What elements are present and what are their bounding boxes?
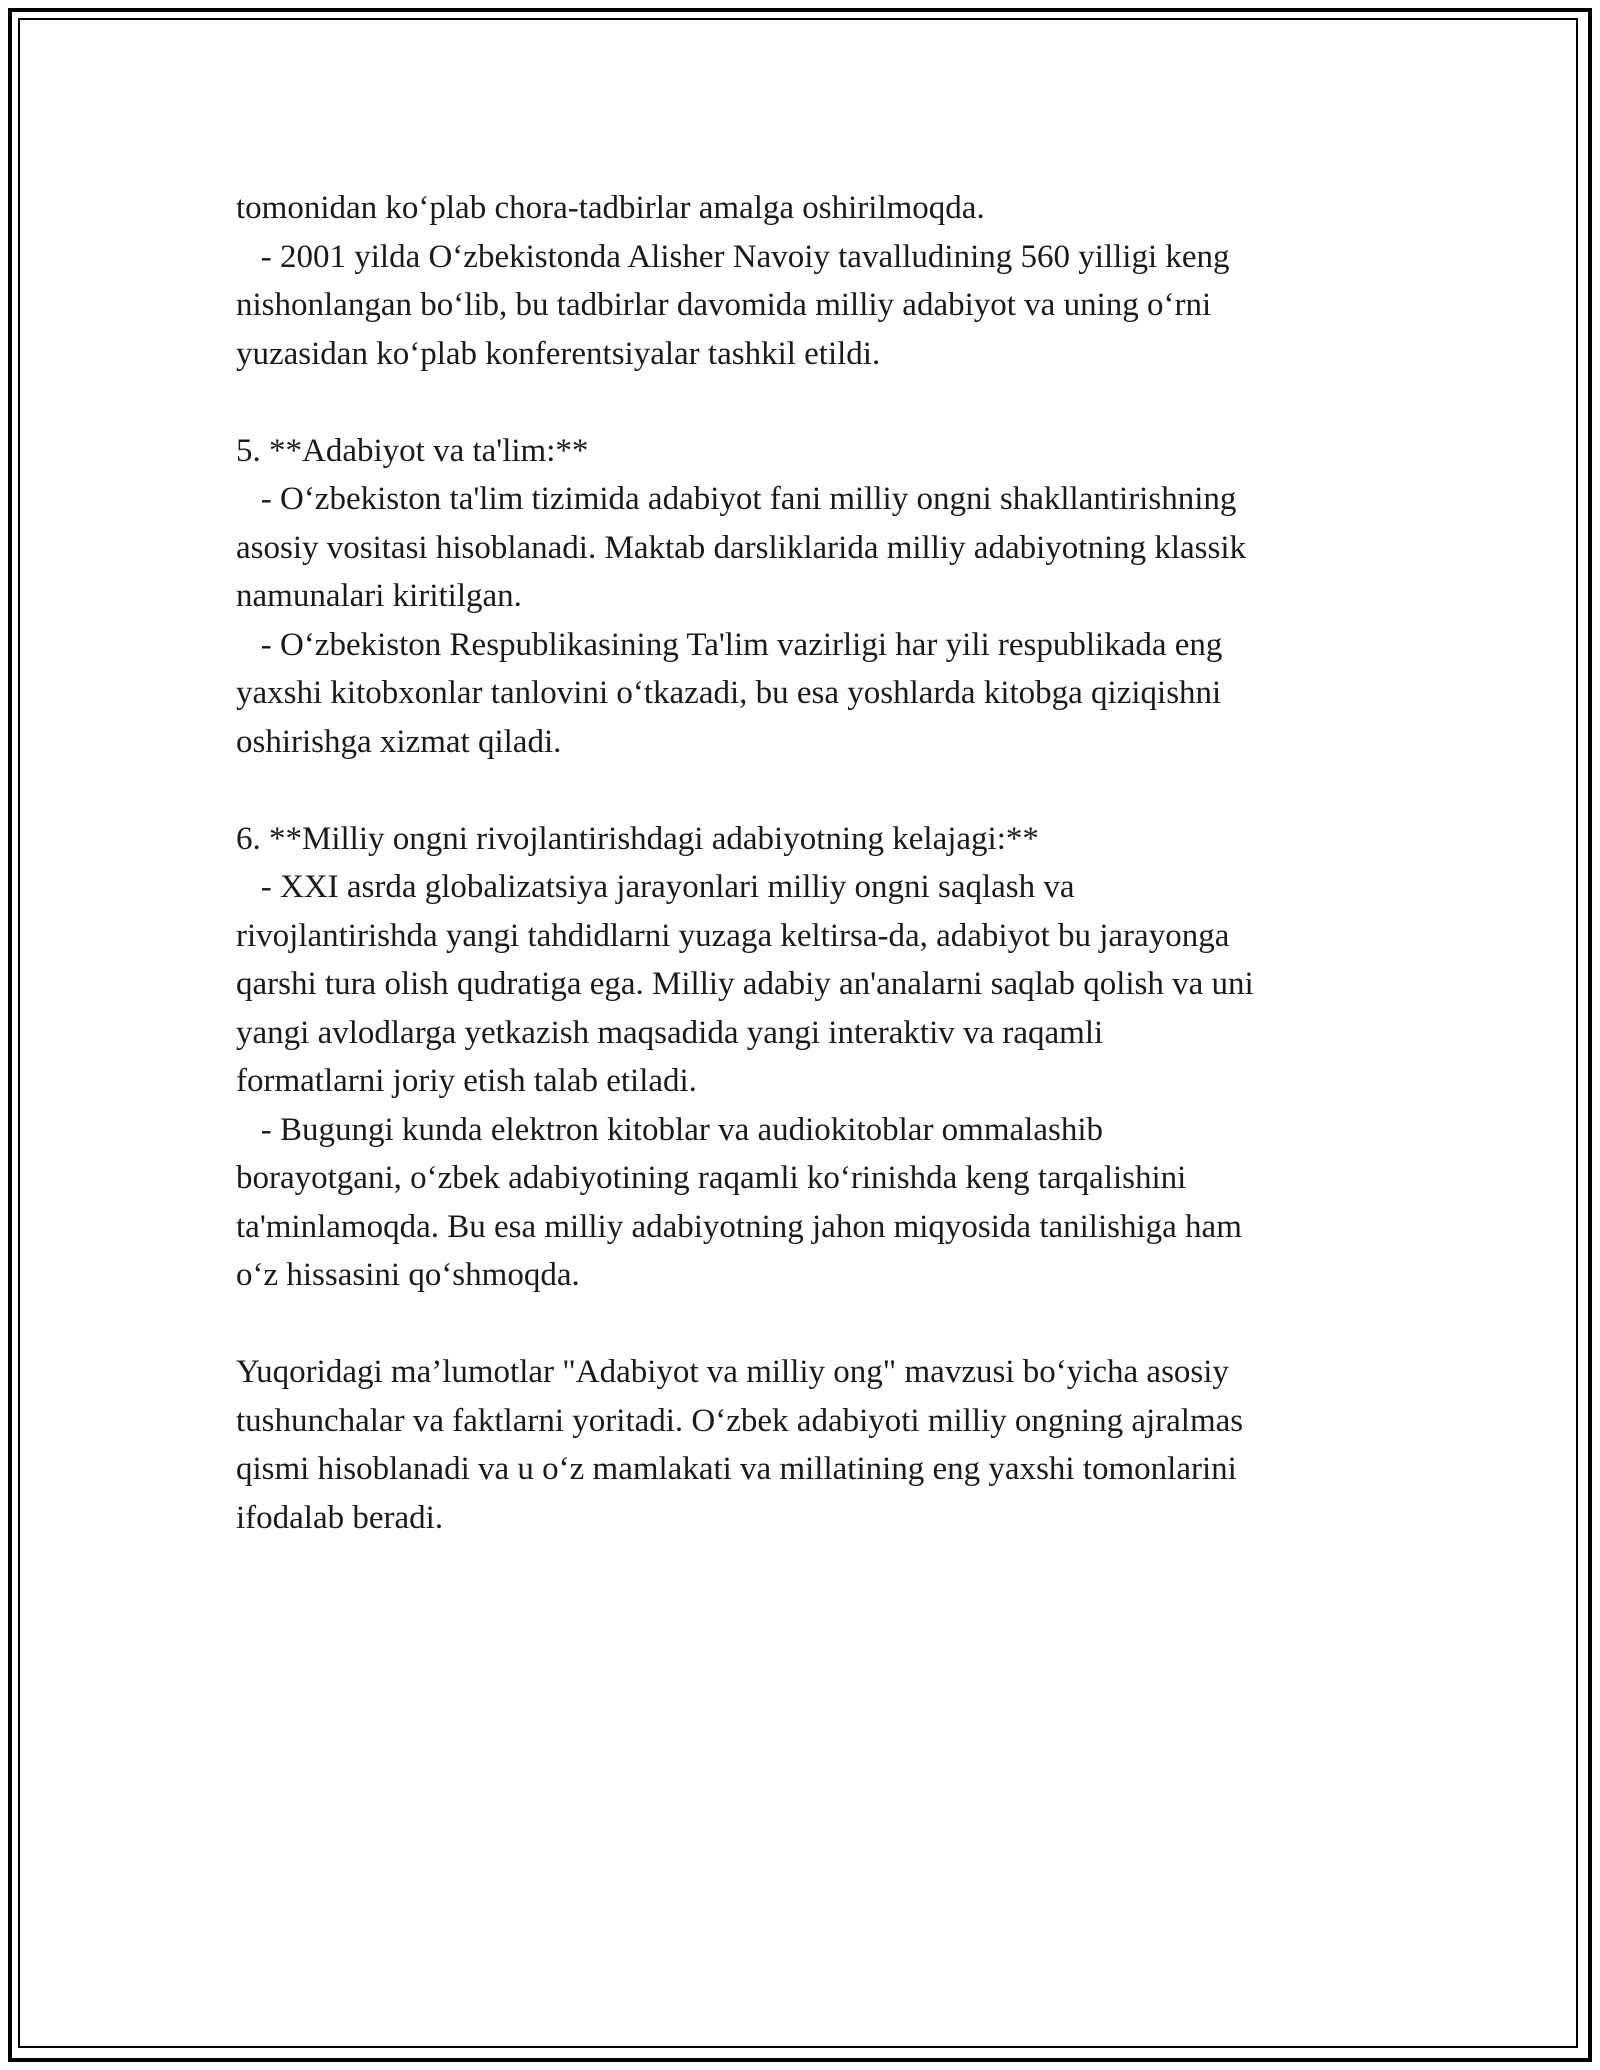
text-line: formatlarni joriy etish talab etiladi. [236,1063,697,1099]
text-line: tushunchalar va faktlarni yoritadi. O‘zbek adabiyoti milliy ongning ajralmas [236,1402,1244,1439]
section-adabiyot-va-talim [236,427,1396,767]
text-line: rivojlantirishda yangi tahdidlarni yuzaga keltirsa-da, adabiyot bu jarayonga [236,917,1230,954]
text-line: yangi avlodlarga yetkazish maqsadida yangi interaktiv va raqamli [236,1014,1104,1051]
text-line: - 2001 yilda O‘zbekistonda Alisher Navoiy tavalludining 560 yilligi keng [236,238,1230,275]
text-line: yuzasidan ko‘plab konferentsiyalar tashkil etildi. [236,335,881,372]
paragraph-gap [236,1300,1396,1349]
text-line: - XXI asrda globalizatsiya jarayonlari milliy ongni saqlash va [236,869,1075,905]
text-line: yaxshi kitobxonlar tanlovini o‘tkazadi, bu esa yoshlarda kitobga qiziqishni [236,675,1222,711]
paragraph-conclusion [236,1348,1396,1542]
text-line: borayotgani, o‘zbek adabiyotining raqamli ko‘rinishda keng tarqalishini [236,1160,1187,1196]
text-line: qismi hisoblanadi va u o‘z mamlakati va millatining eng yaxshi tomonlarini [236,1451,1237,1487]
text-line: oshirishga xizmat qiladi. [236,723,562,760]
text-line: o‘z hissasini qo‘shmoqda. [236,1257,580,1293]
text-line: asosiy vositasi hisoblanadi. Maktab darsliklarida milliy adabiyotning klassik [236,529,1247,566]
text-line: nishonlangan bo‘lib, bu tadbirlar davomida milliy adabiyot va uning o‘rni [236,287,1212,323]
text-line: ta'minlamoqda. Bu esa milliy adabiyotning jahon miqyosida tanilishiga ham [236,1208,1242,1245]
section-milliy-ong-kelajagi [236,815,1396,1300]
section-heading: 5. **Adabiyot va ta'lim:** [236,432,589,469]
text-line: Yuqoridagi ma’lumotlar "Adabiyot va milliy ong" mavzusi bo‘yicha asosiy [236,1354,1229,1390]
text-line: tomonidan ko‘plab chora-tadbirlar amalga oshirilmoqda. [236,190,985,226]
text-line: - Bugungi kunda elektron kitoblar va audiokitoblar ommalashib [236,1111,1103,1148]
paragraph-gap [236,378,1396,427]
text-line: - O‘zbekiston Respublikasining Ta'lim vazirligi har yili respublikada eng [236,626,1223,663]
paragraph-gap [236,766,1396,815]
text-line: namunalari kiritilgan. [236,578,522,614]
text-line: qarshi tura olish qudratiga ega. Milliy adabiy an'analarni saqlab qolish va uni [236,966,1254,1002]
paragraph-continuation [236,184,1396,378]
document-body [236,184,1396,1542]
section-heading: 6. **Milliy ongni rivojlantirishdagi adabiyotning kelajagi:** [236,820,1039,857]
text-line: ifodalab beradi. [236,1499,444,1536]
text-line: - O‘zbekiston ta'lim tizimida adabiyot fani milliy ongni shakllantirishning [236,481,1237,517]
